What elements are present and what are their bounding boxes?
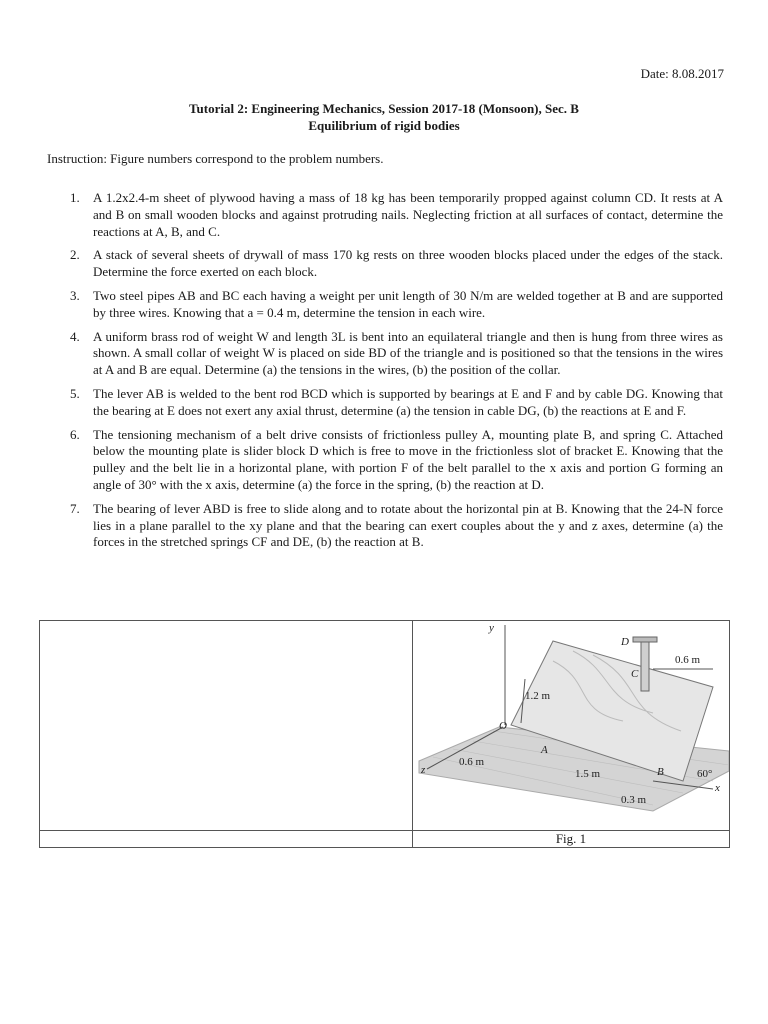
label-d: D (621, 636, 629, 648)
problem-number: 4. (70, 328, 80, 344)
date: Date: 8.08.2017 (640, 66, 724, 81)
dim-1-2: 1.2 m (525, 690, 551, 702)
problem-text: A uniform brass rod of weight W and length 3L is bent into an equilateral triangle and then is hung from three wires as shown. A small collar of weight W is placed on side BD of the triangle and is positioned so that the tensions in the wires at A and B are equal. Determine (a) the tensions in the wires, (b) the position of the collar. (93, 328, 723, 378)
problem-number: 3. (70, 287, 80, 303)
label-c: C (631, 668, 639, 680)
dim-0-3: 0.3 m (621, 794, 647, 806)
x-label: x (715, 782, 720, 794)
page-title (0, 100, 768, 134)
problem-item (48, 288, 723, 322)
figure-1-diagram (413, 621, 729, 829)
dim-0-6-top: 0.6 m (675, 654, 701, 666)
dim-0-6: 0.6 m (459, 756, 485, 768)
problem-item (48, 247, 723, 281)
problem-text: Two steel pipes AB and BC each having a weight per unit length of 30 N/m are welded together at B and are supported by three wires. Knowing that a = 0.4 m, determine the tension in each wire. (93, 287, 723, 320)
label-b: B (657, 766, 664, 778)
problem-text: A 1.2x2.4-m sheet of plywood having a mass of 18 kg has been temporarily propped against column CD. It rests at A and B on small wooden blocks and against protruding nails. Neglecting friction at all surfaces of contact, determine the reactions at A, B, and C. (93, 190, 723, 239)
title-line-1: Tutorial 2: Engineering Mechanics, Session 2017-18 (Monsoon), Sec. B (189, 101, 579, 116)
column-cap (633, 637, 657, 642)
problem-number: 1. (70, 190, 80, 205)
problem-number: 2. (70, 247, 80, 263)
problem-item (48, 386, 723, 420)
problem-list (48, 190, 723, 558)
problem-item (48, 329, 723, 379)
dim-1-5: 1.5 m (575, 768, 601, 780)
label-o: O (499, 720, 507, 732)
problem-item (48, 190, 723, 240)
y-label: y (489, 622, 494, 634)
problem-item (48, 427, 723, 494)
angle-60: 60° (697, 768, 713, 780)
instruction: Instruction: Figure numbers correspond to the problem numbers. (47, 151, 384, 166)
figure-table (39, 620, 730, 848)
column-cd (641, 641, 649, 691)
figure-caption: Fig. 1 (555, 831, 587, 846)
problem-text: The bearing of lever ABD is free to slide along and to rotate about the horizontal pin at B. Knowing that the 24-N force lies in a plane parallel to the xy plane and that the bearing can exert couples about the y and z axes, determine (a) the forces in the stretched springs CF and DE, (b) the reaction at B. (93, 500, 723, 550)
problem-item (48, 501, 723, 551)
problem-text: A stack of several sheets of drywall of mass 170 kg rests on three wooden blocks placed under the edges of the stack. Determine the force exerted on each block. (93, 247, 723, 280)
problem-number: 7. (70, 500, 80, 516)
problem-number: 5. (70, 385, 80, 401)
problem-text: The tensioning mechanism of a belt drive consists of frictionless pulley A, mounting plate B, and spring C. Attached below the mounting plate is slider block D which is free to move in the frictionless slot of bracket E. Knowing that the pulley and the belt lie in a horizontal plane, with portion F of the belt parallel to the x axis and portion G forming an angle of 30° with the x axis, determine (a) the force in the spring, (b) the reaction at D. (93, 426, 723, 492)
label-a: A (541, 744, 548, 756)
title-line-2: Equilibrium of rigid bodies (308, 118, 460, 133)
z-label: z (421, 764, 426, 776)
problem-text: The lever AB is welded to the bent rod BCD which is supported by bearings at E and F and by cable DG. Knowing that the bearing at E does not exert any axial thrust, determine (a) the tension in cable DG, (b) the reactions at E and F. (93, 385, 723, 418)
problem-number: 6. (70, 426, 80, 442)
